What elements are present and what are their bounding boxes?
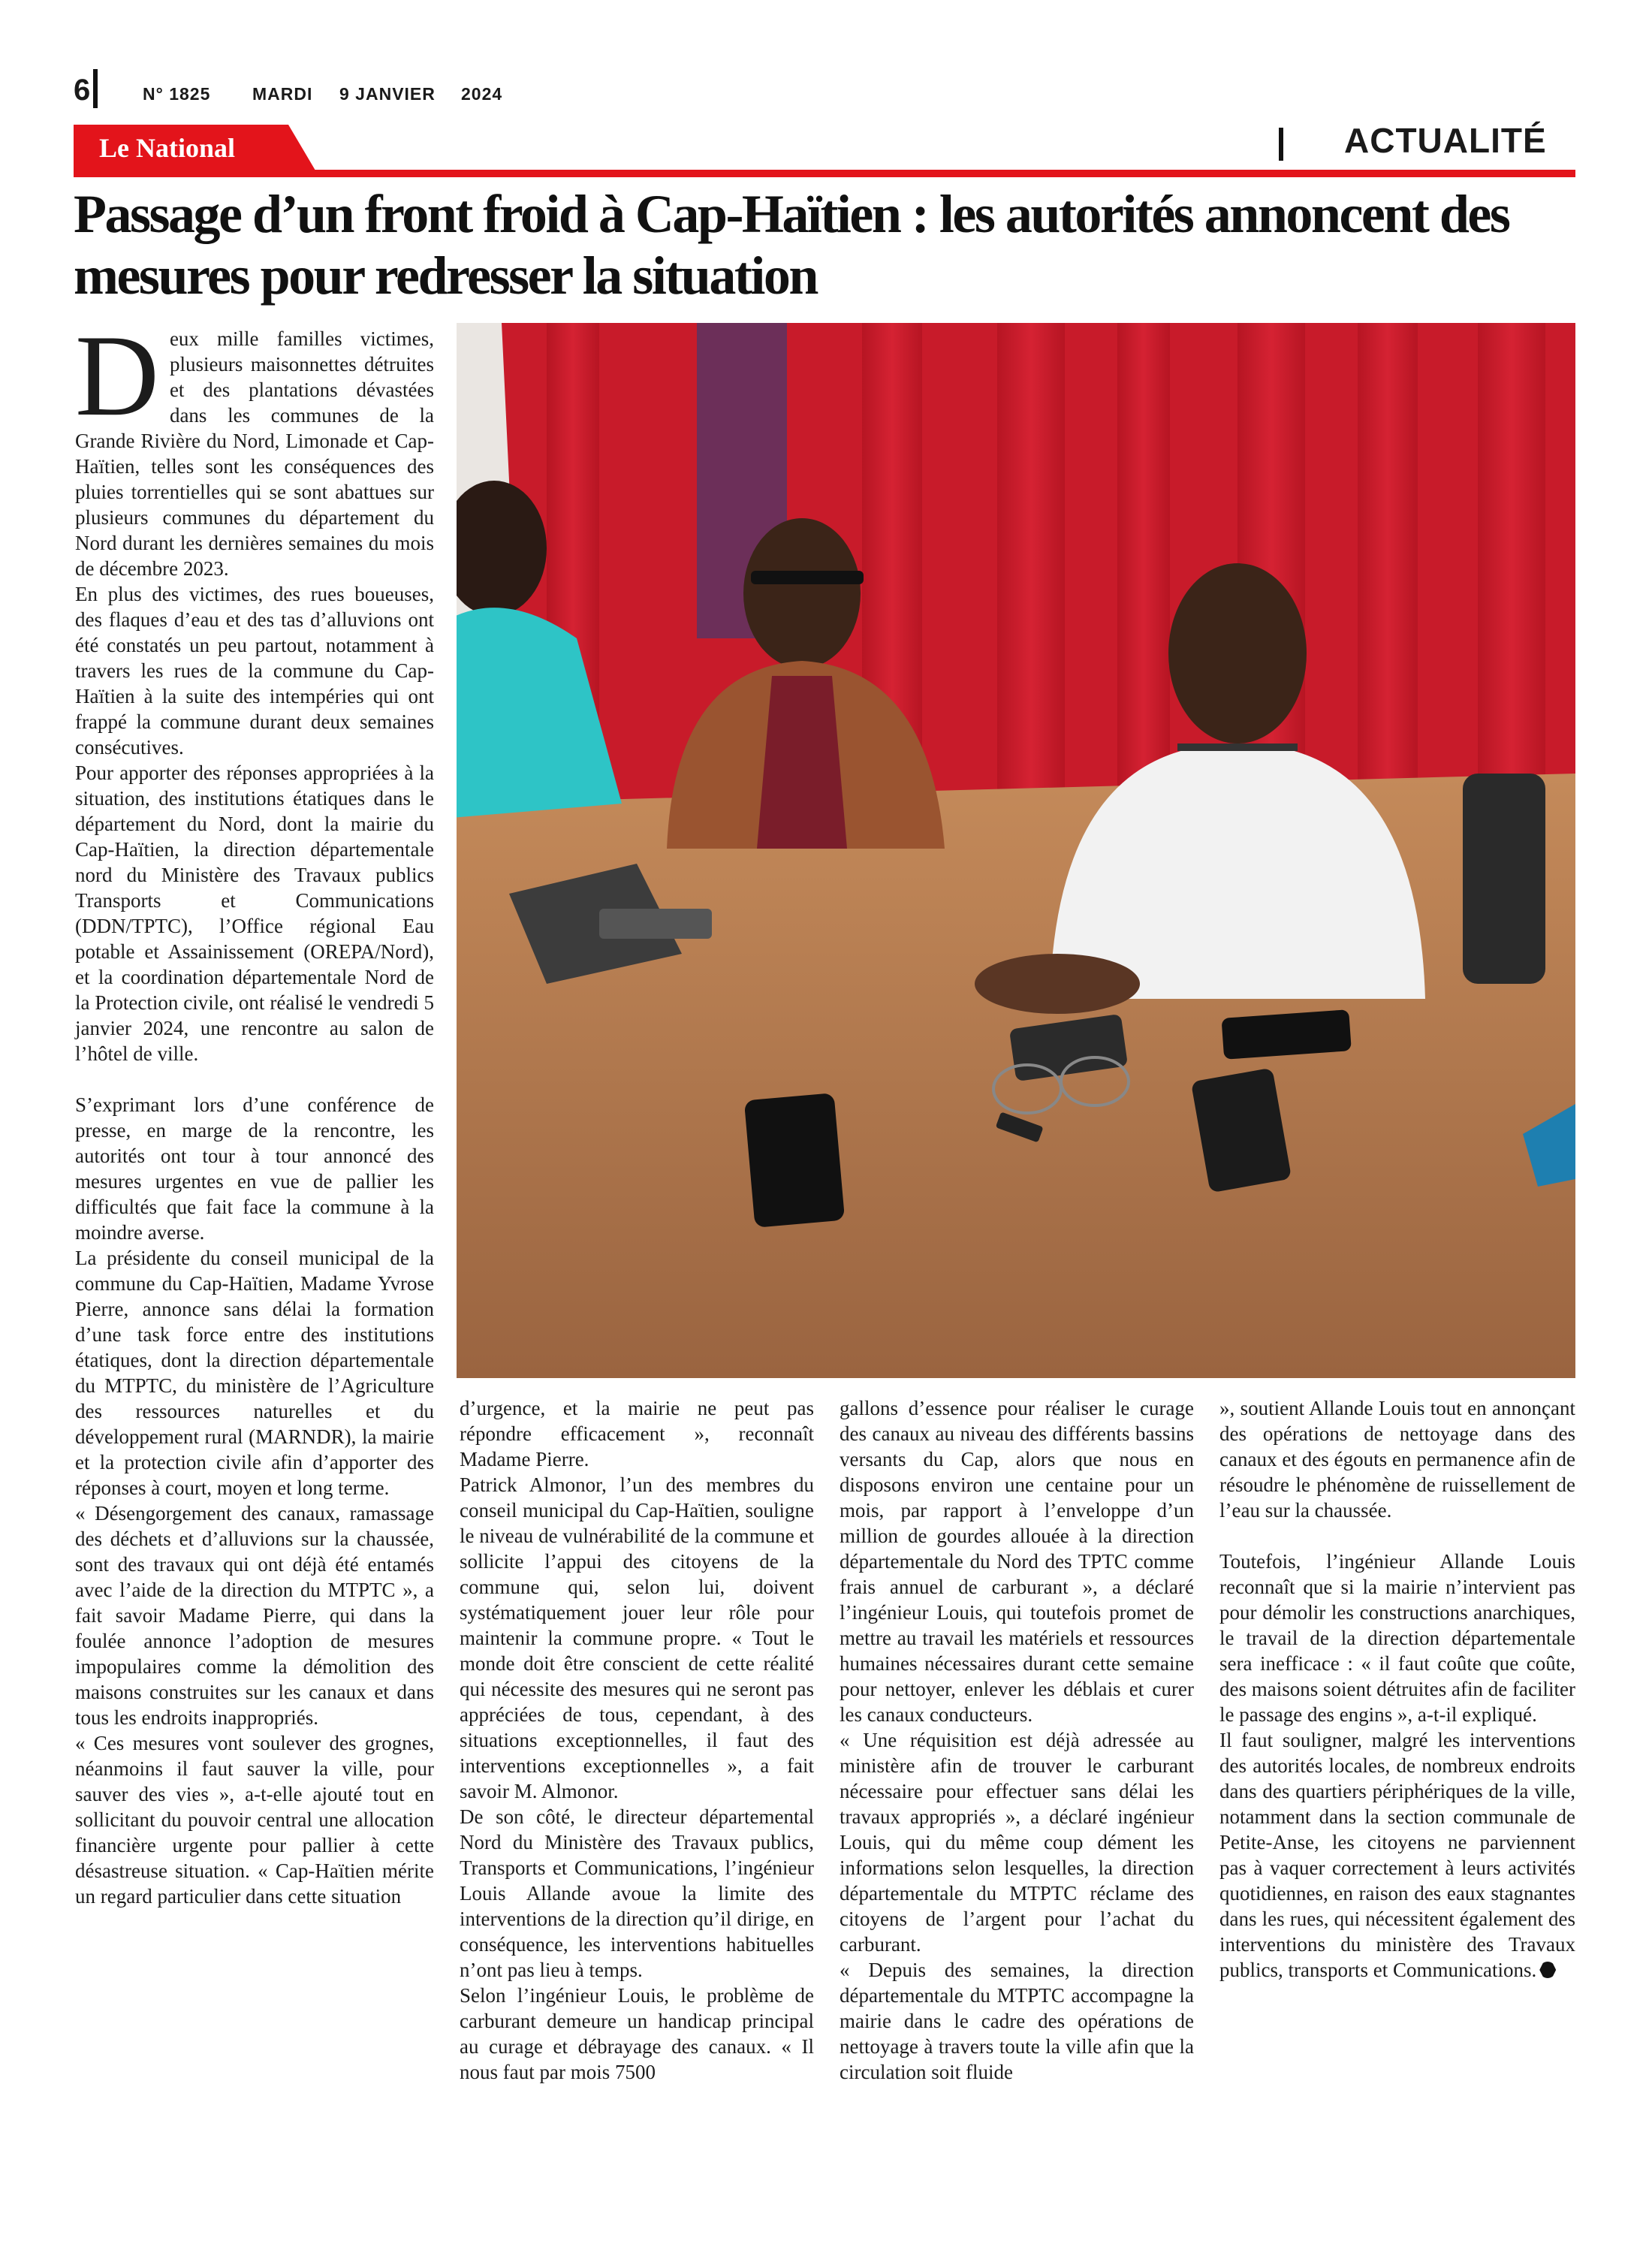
paragraph: Pour apporter des réponses appropriées à la situation, des institutions étatiques dans le département du Nord, dont la mairie du Cap-Haïtien, la direction départementale nord du Ministère des Travaux publics Transports et Communications (DDN/TPTC), l’Office régional Eau potable et Assainissement (OREPA/Nord), et la coordination départementale Nord de la Protection civile, ont réalisé le vendredi 5 janvier 2024, une rencontre au salon de l’hôtel de ville. — [75, 762, 434, 1065]
paragraph: « Désengorgement des canaux, ramassage des déchets et d’alluvions sur la chaussée, sont des travaux qui ont déjà été entamés avec l’aide de la direction du MTPTC », a fait savoir Madame Pierre, qui dans la foulée annonce l’adoption de mesures impopulaires comme la démolition des maisons construites sur les canaux et dans tous les endroits inappropriés. — [75, 1502, 434, 1729]
column-4 — [1219, 1395, 1575, 1983]
column-1 — [75, 311, 434, 1909]
paragraph: Toutefois, l’ingénieur Allande Louis reconnaît que si la mairie n’intervient pas pour démolir les constructions anarchiques, le travail de la direction départementale sera inefficace : « il faut coûte que coûte, des maisons soient détruites afin de faciliter le passage des engins », a-t-il expliqué. — [1219, 1550, 1575, 1726]
page-number-divider — [93, 69, 98, 108]
paragraph: S’exprimant lors d’une conférence de presse, en marge de la rencontre, les autorités ont tour à tour annoncé des mesures urgentes en vue de pallier les difficultés que fait face la commune à la moindre averse. — [75, 1093, 434, 1244]
paragraph — [1219, 1727, 1575, 1983]
issue-day: MARDI — [252, 84, 313, 104]
paragraph: De son côté, le directeur départemental Nord du Ministère des Travaux publics, Transports et Communications, l’ingénieur Louis Allande avoue la limite des interventions de la direction qu’il dirige, en conséquence, les interventions habituelles n’ont pas lieu à temps. — [460, 1805, 814, 1981]
issue-year: 2024 — [461, 84, 503, 104]
paragraph: d’urgence, et la mairie ne peut pas répondre efficacement », reconnaît Madame Pierre. — [460, 1397, 814, 1470]
paragraph: Patrick Almonor, l’un des membres du conseil municipal du Cap-Haïtien, souligne le niveau de vulnérabilité de la commune et sollicite l’appui des citoyens de la commune qui, selon lui, doivent systématiquement jouer leur rôle pour maintenir la commune propre. « Tout le monde doit être conscient de cette réalité qui nécessite des mesures qui ne seront pas appréciées de tous, cependant, à des situations exceptionnelles, il faut des interventions exceptionnelles », a fait savoir M. Almonor. — [460, 1473, 814, 1802]
brand-name: Le National — [99, 133, 236, 163]
issue-date: 9 JANVIER — [339, 84, 436, 104]
end-mark-icon — [1539, 1962, 1556, 1978]
article-photo — [457, 323, 1575, 1378]
paragraph-text: eux mille familles victimes, plusieurs maisonnettes détruites et des plantations dévastées dans les communes de la Grande Rivière du Nord, Limonade et Cap-Haïtien, telles sont les conséquences des pluies torrentielles qui se sont abattues sur plusieurs communes du département du Nord durant les dernières semaines du mois de décembre 2023. — [75, 327, 434, 580]
drop-cap: D — [75, 311, 159, 440]
page-number: 6 — [74, 74, 91, 107]
article-title: Passage d’un front froid à Cap-Haïtien : les autorités annoncent des mesures pour redresser la situation — [74, 184, 1509, 306]
paragraph: Selon l’ingénieur Louis, le problème de carburant demeure un handicap principal au curage et débrayage des canaux. « Il nous faut par mois 7500 — [460, 1984, 814, 2083]
paragraph: « Depuis des semaines, la direction départementale du MTPTC accompagne la mairie dans le cadre des opérations de nettoyage à travers toute la ville afin que la circulation soit fluide — [840, 1959, 1194, 2083]
section-label: ACTUALITÉ — [1344, 121, 1547, 160]
paragraph: « Ces mesures vont soulever des grognes, néanmoins il faut sauver la ville, pour sauver des vies », a-t-elle ajouté tout en sollicitant du pouvoir central une allocation financière urgente pour pallier à cette désastreuse situation. « Cap-Haïtien mérite un regard particulier dans cette situation — [75, 1732, 434, 1908]
paragraph: », soutient Allande Louis tout en annonçant des opérations de nettoyage dans des canaux et des égouts en permanence afin de résoudre le phénomène de ruissellement de l’eau sur la chaussée. — [1219, 1397, 1575, 1522]
paragraph: La présidente du conseil municipal de la commune du Cap-Haïtien, Madame Yvrose Pierre, annonce sans délai la formation d’une task force entre des institutions étatiques, dont la direction départementale du MTPTC, du ministère de l’Agriculture des ressources naturelles et du développement rural (MARNDR), la mairie et la protection civile afin d’apporter des réponses à court, moyen et long terme. — [75, 1247, 434, 1499]
paragraph — [75, 311, 434, 581]
issue-number: N° 1825 — [143, 84, 211, 104]
paragraph-text: Il faut souligner, malgré les interventions des autorités locales, de nombreux endroits dans des quartiers périphériques de la ville, notamment dans la section communale de Petite-Anse, les citoyens ne parviennent pas à vaquer correctement à leurs activités quotidiennes, en raison des eaux stagnantes dans les rues, qui nécessitent également des interventions du ministère des Travaux publics, transports et Communications. — [1219, 1729, 1575, 1981]
column-2 — [460, 1395, 814, 2085]
paragraph: gallons d’essence pour réaliser le curage des canaux au niveau des différents bassins versants du Cap, alors que nous en disposons environ une centaine pour un mois, par rapport à l’enveloppe d’un million de gourdes allouée à la direction départementale du Nord des TPTC comme frais annuel de carburant », a déclaré l’ingénieur Louis, qui toutefois promet de mettre au travail les matériels et ressources humaines nécessaires durant cette semaine pour nettoyer, enlever les déblais et curer les canaux conducteurs. — [840, 1397, 1194, 1726]
column-3 — [840, 1395, 1194, 2085]
section-divider — [1279, 128, 1283, 161]
paragraph: « Une réquisition est déjà adressée au ministère afin de trouver le carburant nécessaire pour effectuer sans délai les travaux appropriés », a déclaré ingénieur Louis, qui du même coup dément les informations selon lesquelles, la direction départementale du MTPTC réclame des citoyens de l’argent pour l’achat du carburant. — [840, 1729, 1194, 1956]
paragraph: En plus des victimes, des rues boueuses, des flaques d’eau et des tas d’alluvions ont été constatés un peu partout, notamment à travers les rues de la commune du Cap-Haïtien à la suite des intempéries qui ont frappé la commune durant deux semaines consécutives. — [75, 583, 434, 759]
